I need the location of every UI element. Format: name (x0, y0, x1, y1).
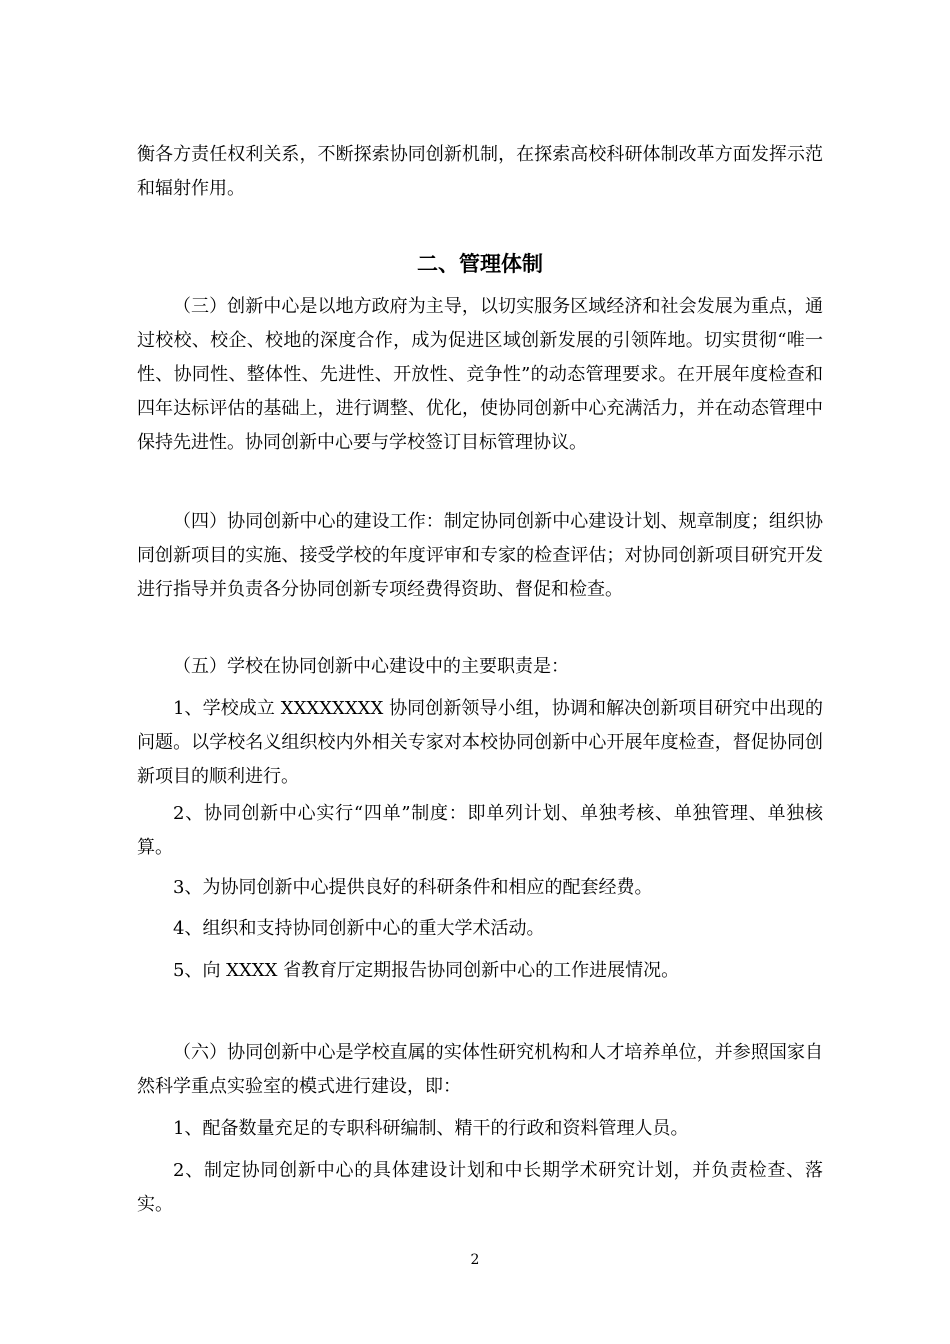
list-item-5-2: 2、协同创新中心实行“四单”制度：即单列计划、单独考核、单独管理、单独核算。 (137, 803, 823, 858)
paragraph-continuation: 衡各方责任权利关系，不断探索协同创新机制，在探索高校科研体制改革方面发挥示范和辐射作用。 (137, 144, 823, 199)
section-heading: 二、管理体制 (417, 252, 543, 276)
paragraph-item-5: （五）学校在协同创新中心建设中的主要职责是： (173, 656, 569, 677)
list-item-6-1: 1、配备数量充足的专职科研编制、精干的行政和资料管理人员。 (173, 1118, 689, 1139)
paragraph-item-6: （六）协同创新中心是学校直属的实体性研究机构和人才培养单位，并参照国家自然科学重点实验室的模式进行建设，即： (137, 1042, 823, 1097)
list-item-5-3: 3、为协同创新中心提供良好的科研条件和相应的配套经费。 (173, 877, 653, 898)
list-item-6-2: 2、制定协同创新中心的具体建设计划和中长期学术研究计划，并负责检查、落实。 (137, 1160, 823, 1215)
paragraph-item-3: （三）创新中心是以地方政府为主导，以切实服务区域经济和社会发展为重点，通过校校、校企、校地的深度合作，成为促进区域创新发展的引领阵地。切实贯彻“唯一性、协同性、整体性、先进性、开放性、竞争性”的动态管理要求。在开展年度检查和四年达标评估的基础上，进行调整、优化，使协同创新中心充满活力，并在动态管理中保持先进性。协同创新中心要与学校签订目标管理协议。 (137, 296, 823, 453)
paragraph-item-4: （四）协同创新中心的建设工作：制定协同创新中心建设计划、规章制度；组织协同创新项目的实施、接受学校的年度评审和专家的检查评估；对协同创新项目研究开发进行指导并负责各分协同创新专项经费得资助、督促和检查。 (137, 511, 823, 600)
list-item-5-4: 4、组织和支持协同创新中心的重大学术活动。 (173, 918, 545, 939)
list-item-5-5: 5、向 XXXX 省教育厅定期报告协同创新中心的工作进展情况。 (173, 960, 680, 981)
list-item-5-1: 1、学校成立 XXXXXXXX 协同创新领导小组，协调和解决创新项目研究中出现的问题。以学校名义组织校内外相关专家对本校协同创新中心开展年度检查，督促协同创新项目的顺利进行。 (137, 698, 823, 787)
page-number: 2 (470, 1252, 480, 1268)
